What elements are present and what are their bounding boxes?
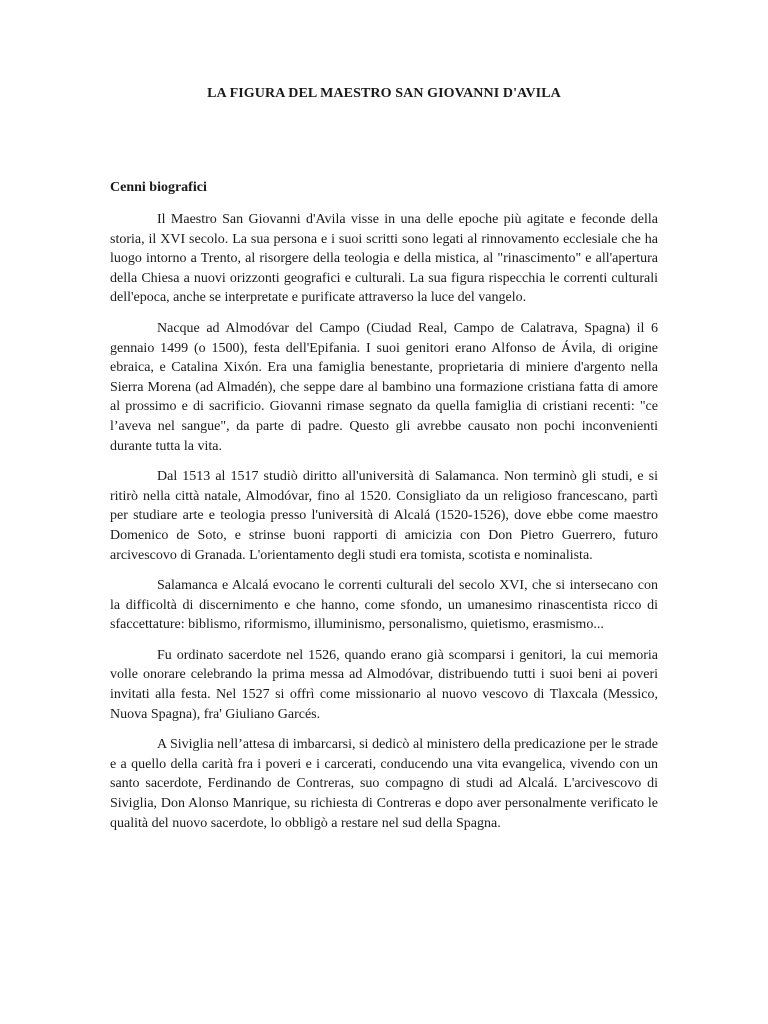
paragraph: Dal 1513 al 1517 studiò diritto all'università di Salamanca. Non terminò gli studi, e si ritirò nella città natale, Almodóvar, fino al 1520. Consigliato da un religioso francescano, partì per studiare arte e teologia presso l'università di Alcalá (1520-1526), dove ebbe come maestro Domenico de Soto, e strinse buoni rapporti di amicizia con Don Pietro Guerrero, futuro arcivescovo di Granada. L'orientamento degli studi era tomista, scotista e nominalista. xyxy=(110,469,658,563)
paragraph: Fu ordinato sacerdote nel 1526, quando erano già scomparsi i genitori, la cui memoria volle onorare celebrando la prima messa ad Almodóvar, distribuendo tutti i suoi beni ai poveri invitati alla festa. Nel 1527 si offrì come missionario al nuovo vescovo di Tlaxcala (Messico, Nuova Spagna), fra' Giuliano Garcés. xyxy=(110,647,658,722)
paragraph: A Siviglia nell’attesa di imbarcarsi, si dedicò al ministero della predicazione per le strade e a quello della carità fra i poveri e i carcerati, conducendo una vita evangelica, vivendo con un santo sacerdote, Ferdinando de Contreras, suo compagno di studi ad Alcalá. L'arcivescovo di Siviglia, Don Alonso Manrique, su richiesta di Contreras e dopo aver personalmente verificato le qualità del nuovo sacerdote, lo obbligò a restare nel sud della Spagna. xyxy=(110,737,658,831)
paragraph: Nacque ad Almodóvar del Campo (Ciudad Real, Campo de Calatrava, Spagna) il 6 gennaio 1499 (o 1500), festa dell'Epifania. I suoi genitori erano Alfonso de Ávila, di origine ebraica, e Catalina Xixón. Era una famiglia benestante, proprietaria di miniere d'argento nella Sierra Morena (ad Almadén), che seppe dare al bambino una formazione cristiana fatta di amore al prossimo e di sacrificio. Giovanni rimase segnato da quella famiglia di cristiani recenti: "ce l’aveva nel sangue", da parte di padre. Questo gli avrebbe causato non pochi inconvenienti durante tutta la vita. xyxy=(110,320,658,454)
body-text xyxy=(110,210,658,844)
page-title: LA FIGURA DEL MAESTRO SAN GIOVANNI D'AVILA xyxy=(207,86,561,101)
paragraph: Salamanca e Alcalá evocano le correnti culturali del secolo XVI, che si intersecano con la difficoltà di discernimento e che hanno, come sfondo, un umanesimo rinascentista ricco di sfaccettature: biblismo, riformismo, illuminismo, personalismo, quietismo, erasmismo... xyxy=(110,578,658,633)
section-heading: Cenni biografici xyxy=(110,180,207,195)
paragraph: Il Maestro San Giovanni d'Avila visse in una delle epoche più agitate e feconde della storia, il XVI secolo. La sua persona e i suoi scritti sono legati al rinnovamento ecclesiale che ha luogo intorno a Trento, al risorgere della teologia e della mistica, al "rinascimento" e all'apertura della Chiesa a nuovi orizzonti geografici e culturali. La sua figura rispecchia le correnti culturali dell'epoca, anche se interpretate e purificate attraverso la luce del vangelo. xyxy=(110,212,658,306)
